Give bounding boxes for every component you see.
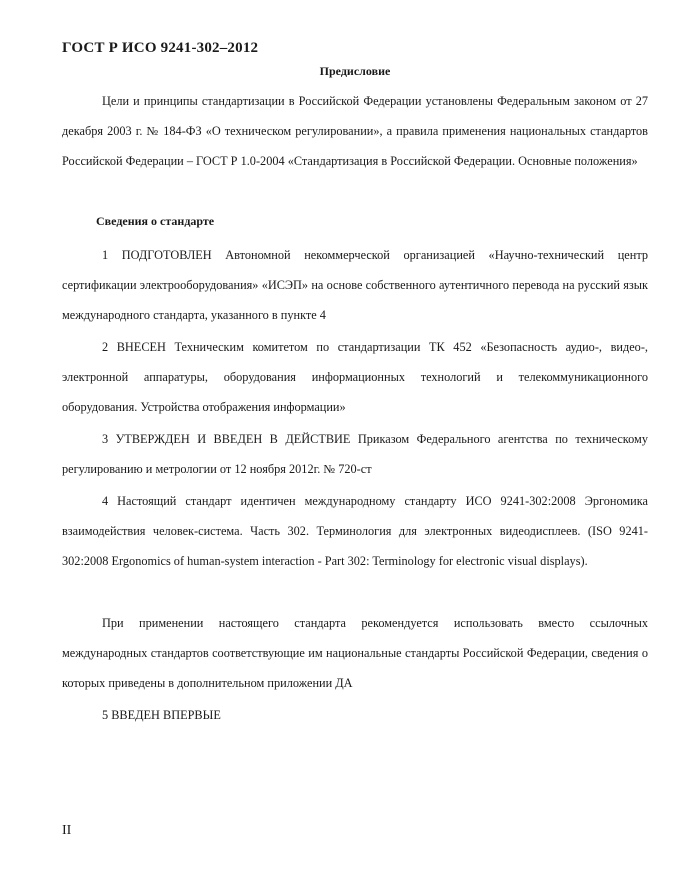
info-item-1: 1 ПОДГОТОВЛЕН Автономной некоммерческой организацией «Научно-технический центр сертификации электрооборудования» «ИСЭП» на основе собственного аутентичного перевода на русский язык международного стандарта, указанного в пункте 4 — [62, 248, 648, 322]
info-item-4: 4 Настоящий стандарт идентичен международному стандарту ИСО 9241-302:2008 Эргономика взаимодействия человек-система. Часть 302. Терминология для электронных видеодисплеев. (ISO 9241-302:2008 Ergonomics of human-system interaction - Part 302: Terminology for electronic visual displays). — [62, 494, 648, 568]
preface-intro: Цели и принципы стандартизации в Российской Федерации установлены Федеральным законом от 27 декабря 2003 г. № 184-ФЗ «О техническом регулировании», а правила применения национальных стандартов Российской Федерации – ГОСТ Р 1.0-2004 «Стандартизация в Российской Федерации. Основные положения» — [62, 94, 648, 168]
standard-header: ГОСТ Р ИСО 9241-302–2012 — [62, 40, 259, 56]
info-item-5: 5 ВВЕДЕН ВПЕРВЫЕ — [102, 708, 221, 722]
info-item-2: 2 ВНЕСЕН Техническим комитетом по стандартизации ТК 452 «Безопасность аудио-, видео-, электронной аппаратуры, оборудования информационных технологий и телекоммуникационного оборудования. Устройства отображения информации» — [62, 340, 648, 414]
info-item-3: 3 УТВЕРЖДЕН И ВВЕДЕН В ДЕЙСТВИЕ Приказом Федерального агентства по техническому регулированию и метрологии от 12 ноября 2012г. № 720-ст — [62, 432, 648, 476]
preface-title: Предисловие — [319, 64, 391, 78]
standard-info-heading: Сведения о стандарте — [96, 214, 215, 228]
page-number: II — [62, 823, 72, 838]
info-note: При применении настоящего стандарта рекомендуется использовать вместо ссылочных международных стандартов соответствующие им национальные стандарты Российской Федерации, сведения о которых приведены в дополнительном приложении ДА — [62, 616, 648, 690]
